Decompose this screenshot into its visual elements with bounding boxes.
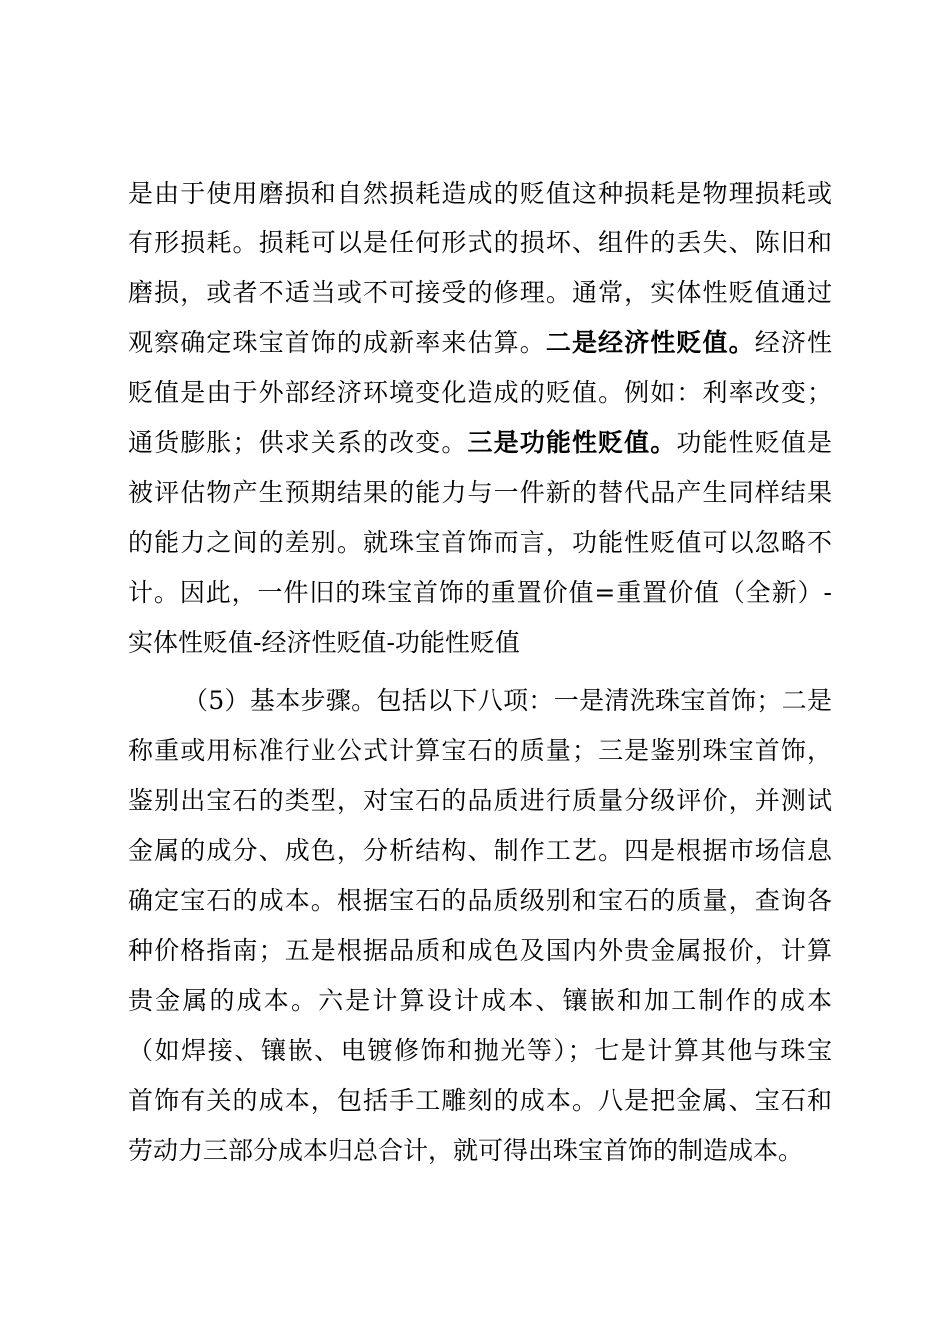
bold-heading-economic: 二是经济性贬值。 <box>545 328 755 357</box>
text-line: 计。因此，一件旧的珠宝首饰的重置价值=重置价值（全新）- <box>128 578 832 607</box>
text-line <box>128 423 832 463</box>
text-line: 贵金属的成本。六是计算设计成本、镶嵌和加工制作的成本 <box>128 986 832 1015</box>
text-line <box>128 323 832 363</box>
text-line: 劳动力三部分成本归总合计，就可得出珠宝首饰的制造成本。 <box>128 1136 804 1165</box>
text-line: （如焊接、镶嵌、电镀修饰和抛光等）；七是计算其他与珠宝 <box>128 1036 832 1065</box>
text-line: 鉴别出宝石的类型，对宝石的品质进行质量分级评价，并测试 <box>128 786 832 815</box>
text-segment: 通货膨胀；供求关系的改变。 <box>128 428 468 457</box>
text-line: 贬值是由于外部经济环境变化造成的贬值。例如：利率改变； <box>128 378 832 407</box>
text-line: 的能力之间的差别。就珠宝首饰而言，功能性贬值可以忽略不 <box>128 528 832 557</box>
text-line: 确定宝石的成本。根据宝石的品质级别和宝石的质量，查询各 <box>128 886 832 915</box>
text-line-indented: （5）基本步骤。包括以下八项：一是清洗珠宝首饰；二是 <box>183 686 832 715</box>
text-line: 首饰有关的成本，包括手工雕刻的成本。八是把金属、宝石和 <box>128 1086 832 1115</box>
text-line: 是由于使用磨损和自然损耗造成的贬值这种损耗是物理损耗或 <box>128 179 832 208</box>
text-line: 金属的成分、成色，分析结构、制作工艺。四是根据市场信息 <box>128 836 832 865</box>
text-line: 磨损，或者不适当或不可接受的修理。通常，实体性贬值通过 <box>128 278 832 307</box>
text-line: 有形损耗。损耗可以是任何形式的损坏、组件的丢失、陈旧和 <box>128 228 832 257</box>
text-segment: 经济性 <box>754 328 832 357</box>
text-segment: 观察确定珠宝首饰的成新率来估算。 <box>128 328 546 357</box>
text-line: 称重或用标准行业公式计算宝石的质量；三是鉴别珠宝首饰， <box>128 736 832 765</box>
text-line: 被评估物产生预期结果的能力与一件新的替代品产生同样结果 <box>128 478 832 507</box>
bold-heading-functional: 三是功能性贬值。 <box>467 428 677 457</box>
text-segment: 功能性贬值是 <box>676 428 832 457</box>
text-line: 种价格指南；五是根据品质和成色及国内外贵金属报价，计算 <box>128 936 832 965</box>
text-line: 实体性贬值-经济性贬值-功能性贬值 <box>128 628 520 657</box>
